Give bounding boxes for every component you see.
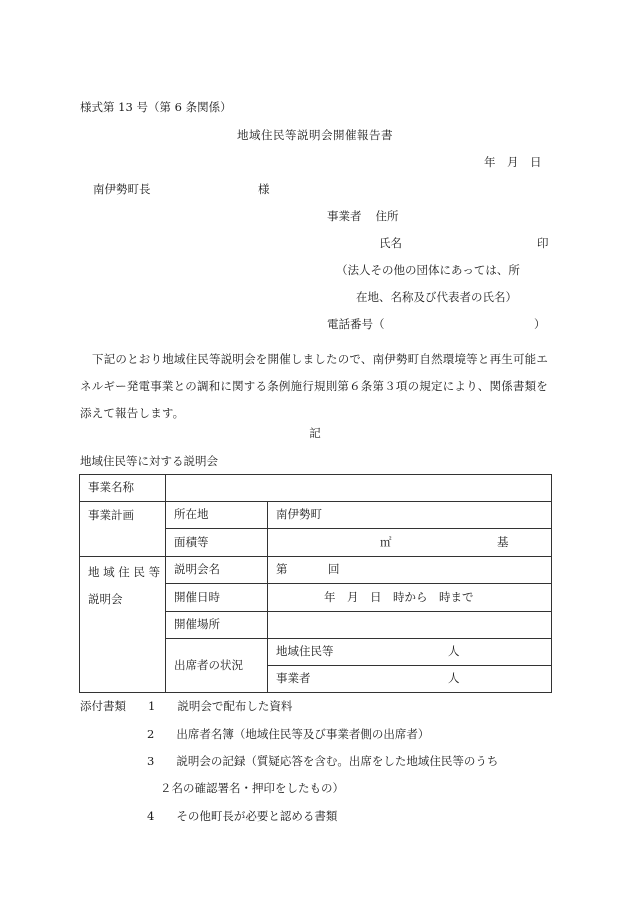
attachment-item-2 xyxy=(147,728,429,742)
location-label: 所在地 xyxy=(166,502,268,529)
area-label: 面積等 xyxy=(166,529,268,557)
ki-heading: 記 xyxy=(309,426,321,440)
venue-value[interactable] xyxy=(268,612,552,639)
project-plan-label: 事業計画 xyxy=(80,502,166,557)
attachment-item-3-continuation: ２名の確認署名・押印をしたもの） xyxy=(160,781,344,795)
addressee-honorific: 様 xyxy=(258,182,270,196)
session-name-value[interactable] xyxy=(268,557,552,584)
table-row xyxy=(80,502,552,529)
date-placeholder: 年 月 日 xyxy=(484,155,542,169)
applicant-label: 事業者 xyxy=(327,209,362,223)
phone-label: 電話番号（ xyxy=(327,317,385,331)
address-label: 住所 xyxy=(375,209,399,223)
table-row xyxy=(80,557,552,584)
attachment-num: 3 xyxy=(147,754,155,768)
corporate-note-line2: 在地、名称及び代表者の氏名） xyxy=(356,290,517,304)
applicant-name-label: 氏名 xyxy=(379,236,402,250)
location-value[interactable]: 南伊勢町 xyxy=(268,502,552,529)
attachment-text: その他町長が必要と認める書類 xyxy=(176,809,338,823)
project-name-label: 事業名称 xyxy=(80,475,166,502)
date-value[interactable]: 年 月 日 時から 時まで xyxy=(268,584,552,612)
area-value[interactable] xyxy=(268,529,552,557)
area-unit: ㎡ xyxy=(380,534,392,549)
briefing-label-line2: 説明会 xyxy=(88,592,123,606)
applicant-address-row xyxy=(327,210,399,224)
table-row xyxy=(80,475,552,502)
briefing-table xyxy=(79,474,552,693)
attachment-item-4 xyxy=(147,810,337,824)
attachment-text: 説明会の記録（質疑応答を含む。出席をした地域住民等のうち xyxy=(176,754,499,768)
corporate-note-line1: （法人その他の団体にあっては、所 xyxy=(336,263,520,277)
attachment-num: 1 xyxy=(148,699,156,713)
phone-row xyxy=(327,317,546,332)
operator-label: 事業者 xyxy=(276,671,311,685)
body-paragraph: 下記のとおり地域住民等説明会を開催しましたので、南伊勢町自然環境等と再生可能エネルギー発電事業との調和に関する条例施行規則第６条第３項の規定により、関係書類を添えて報告します。 xyxy=(80,352,549,420)
attachment-item-3 xyxy=(147,755,498,769)
attachment-num: 4 xyxy=(147,809,155,823)
attachment-text: 出席者名簿（地域住民等及び事業者側の出席者） xyxy=(176,727,430,741)
session-prefix: 第 xyxy=(276,562,288,576)
addressee xyxy=(93,182,270,197)
briefing-label xyxy=(80,557,166,693)
attachment-item-1 xyxy=(80,700,292,714)
operator-unit: 人 xyxy=(448,671,460,685)
table-caption: 地域住民等に対する説明会 xyxy=(80,454,218,468)
form-number: 様式第 13 号（第 6 条関係） xyxy=(80,100,232,114)
document-title: 地域住民等説明会開催報告書 xyxy=(237,128,393,142)
attachment-num: 2 xyxy=(147,727,155,741)
phone-close: ） xyxy=(534,317,546,331)
residents-row[interactable] xyxy=(268,639,552,666)
count-unit: 基 xyxy=(497,534,509,549)
session-suffix: 回 xyxy=(328,562,340,576)
addressee-name: 南伊勢町長 xyxy=(93,182,151,196)
venue-label: 開催場所 xyxy=(166,612,268,639)
date-label: 開催日時 xyxy=(166,584,268,612)
attendance-label: 出席者の状況 xyxy=(166,639,268,693)
operator-row[interactable] xyxy=(268,666,552,693)
project-name-value[interactable] xyxy=(166,475,552,502)
residents-label: 地域住民等 xyxy=(276,644,334,658)
attachments-label: 添付書類 xyxy=(80,699,126,713)
briefing-label-line1: 地 域 住 民 等 xyxy=(88,565,161,579)
residents-unit: 人 xyxy=(448,644,460,658)
seal-mark: 印 xyxy=(537,236,549,250)
attachment-text: 説明会で配布した資料 xyxy=(177,699,293,713)
session-name-label: 説明会名 xyxy=(166,557,268,584)
